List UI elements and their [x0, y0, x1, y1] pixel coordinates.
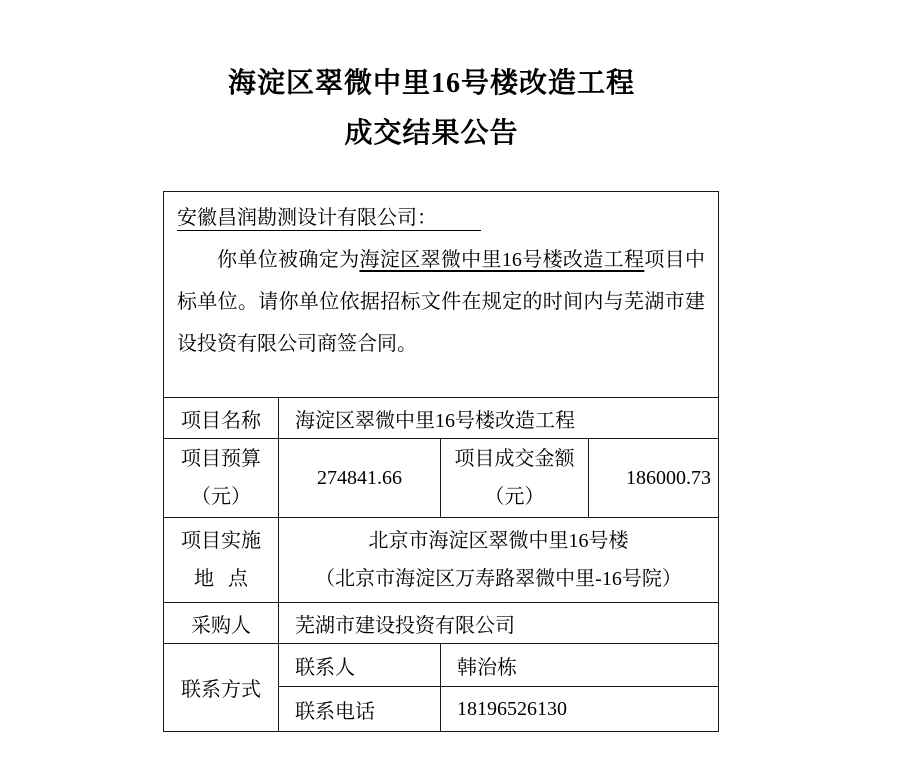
label-location — [164, 518, 279, 603]
value-location — [279, 518, 719, 603]
value-purchaser: 芜湖市建设投资有限公司 — [279, 603, 719, 644]
value-location-line2: （北京市海淀区万寿路翠微中里-16号院） — [315, 568, 682, 590]
row-location — [164, 518, 719, 603]
salutation-line — [177, 197, 705, 239]
label-project-name: 项目名称 — [164, 398, 279, 439]
value-location-line1: 北京市海淀区翠微中里16号楼 — [368, 530, 629, 552]
label-contact-phone: 联系电话 — [279, 687, 441, 732]
label-project-budget-line2: （元） — [191, 486, 251, 508]
label-deal-amount — [441, 439, 589, 518]
label-deal-amount-line1: 项目成交金额 — [454, 448, 575, 470]
label-deal-amount-line2: （元） — [484, 486, 545, 508]
notice-paragraph — [177, 239, 705, 365]
notice-cell — [164, 192, 719, 398]
label-contact-method: 联系方式 — [164, 644, 279, 732]
row-contact-person — [164, 644, 719, 687]
label-contact-person: 联系人 — [279, 644, 441, 687]
value-deal-amount: 186000.73 — [589, 439, 719, 518]
label-location-line2: 地点 — [194, 568, 262, 590]
row-project-name — [164, 398, 719, 439]
notice-project-name-underlined: 海淀区翠微中里16号楼改造工程 — [359, 249, 645, 271]
winner-company-name: 安徽昌润勘测设计有限公司： — [177, 207, 481, 231]
label-location-line1: 项目实施 — [181, 530, 261, 552]
row-notice — [164, 192, 719, 398]
notice-text-pre: 你单位被确定为 — [217, 249, 360, 271]
doc-title-line1: 海淀区翠微中里16号楼改造工程 — [227, 68, 635, 99]
label-purchaser: 采购人 — [164, 603, 279, 644]
value-project-name: 海淀区翠微中里16号楼改造工程 — [279, 398, 719, 439]
label-project-budget — [164, 439, 279, 518]
notice-text-post: 项目中标单位。请你单位依据招标文件在规定的时间内与芜湖市建设投资有限公司商签合同。 — [177, 249, 706, 355]
doc-title-block — [0, 0, 863, 148]
value-project-budget: 274841.66 — [279, 439, 441, 518]
row-purchaser — [164, 603, 719, 644]
doc-title-line2: 成交结果公告 — [344, 118, 519, 149]
label-project-budget-line1: 项目预算 — [181, 448, 261, 470]
row-budget-and-deal — [164, 439, 719, 518]
value-contact-person: 韩治栋 — [441, 644, 719, 687]
value-contact-phone: 18196526130 — [441, 687, 719, 732]
announcement-table — [163, 191, 719, 732]
